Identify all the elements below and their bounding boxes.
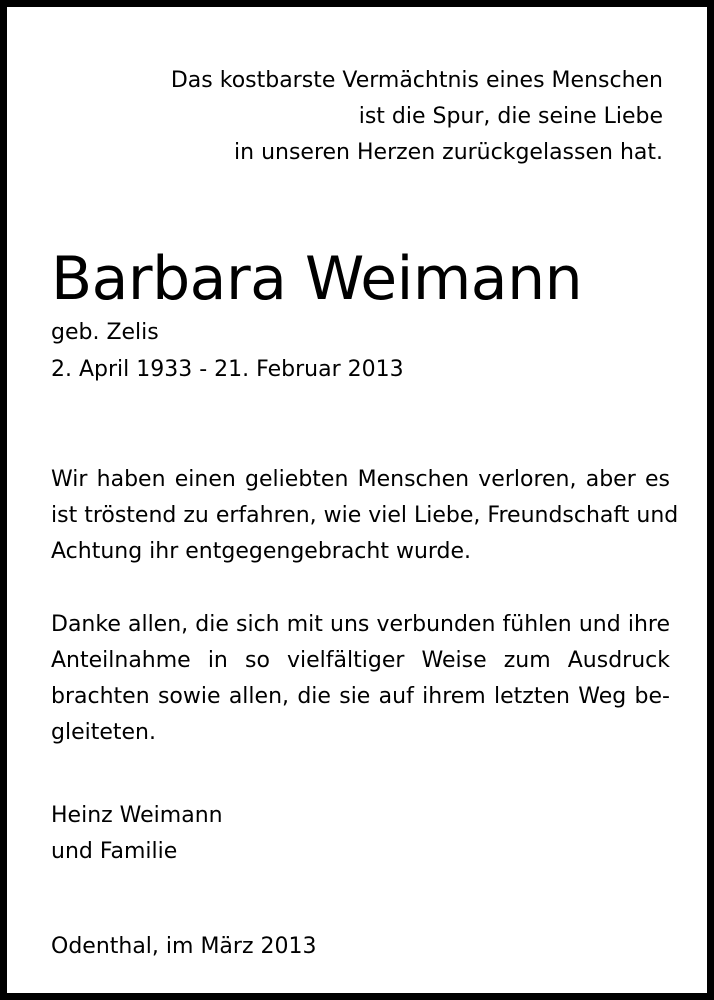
condolence-paragraph (51, 462, 679, 570)
motto-line: in unseren Herzen zurückgelassen hat. (234, 140, 663, 165)
paragraph-line: Achtung ihr entgegengebracht wurde. (51, 539, 472, 564)
place-and-date: Odenthal, im März 2013 (51, 934, 317, 959)
thanks-paragraph (51, 607, 670, 751)
motto-quote (171, 63, 663, 171)
paragraph-line: ist tröstend zu erfahren, wie viel Liebe, Freundschaft und (51, 503, 679, 528)
signature-block (51, 798, 223, 870)
deceased-name: Barbara Weimann (51, 244, 583, 314)
paragraph-line: gleiteten. (51, 720, 156, 745)
paragraph-line: brachten sowie allen, die sie auf ihrem letzten Weg be- (51, 684, 670, 709)
paragraph-line: Danke allen, die sich mit uns verbunden fühlen und ihre (51, 612, 670, 637)
signature-line: und Familie (51, 839, 178, 864)
motto-line: ist die Spur, die seine Liebe (358, 104, 663, 129)
paragraph-line: Anteilnahme in so vielfältiger Weise zum Ausdruck (51, 648, 670, 673)
maiden-name: geb. Zelis (51, 320, 159, 345)
signature-line: Heinz Weimann (51, 803, 223, 828)
paragraph-line: Wir haben einen geliebten Menschen verloren, aber es (51, 467, 670, 492)
motto-line: Das kostbarste Vermächtnis eines Menschen (170, 68, 663, 93)
life-dates: 2. April 1933 - 21. Februar 2013 (51, 357, 404, 382)
